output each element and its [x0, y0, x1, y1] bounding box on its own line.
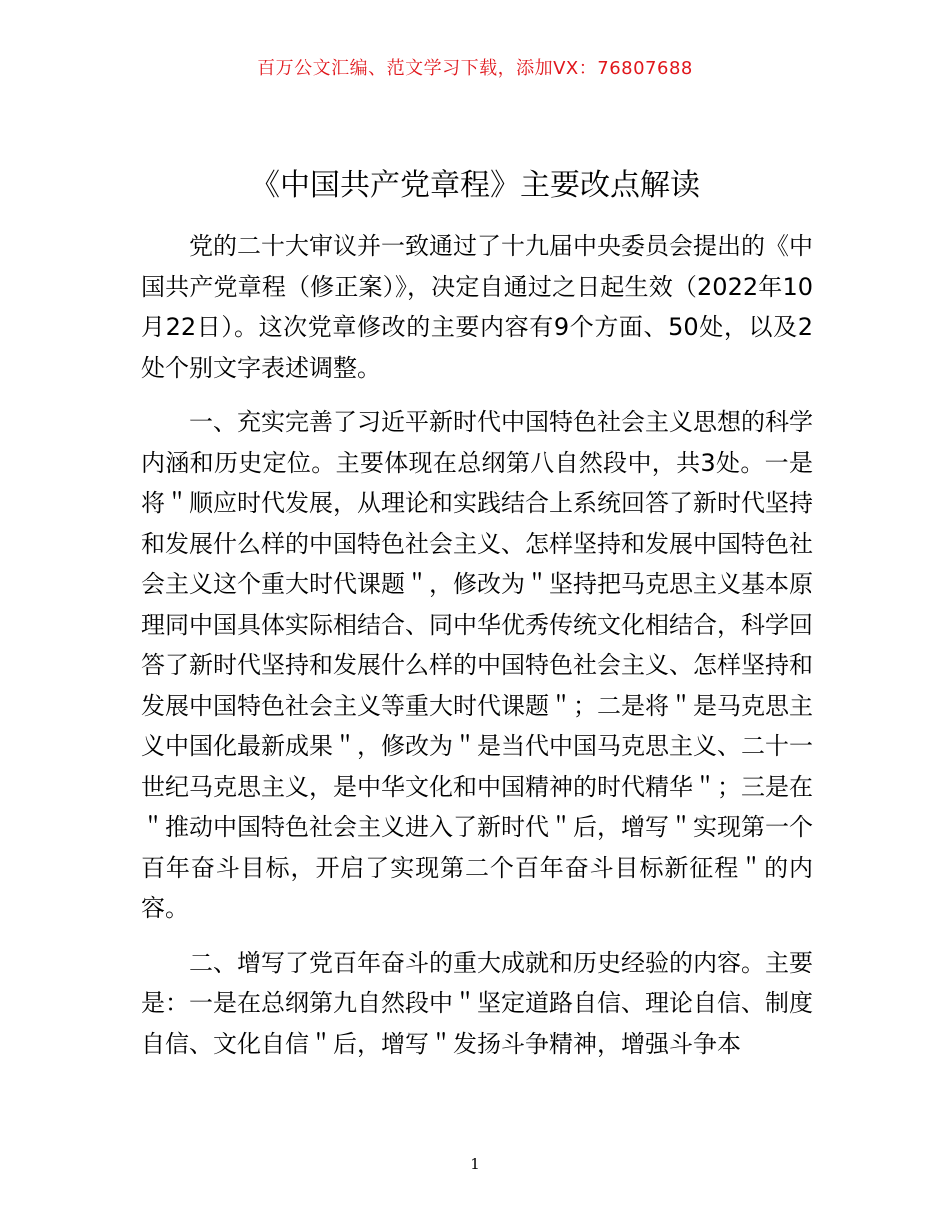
- document-body: [141, 226, 813, 1078]
- paragraph-intro: 党的二十大审议并一致通过了十九届中央委员会提出的《中国共产党章程（修正案）》，决定自通过之日起生效（2022年10月22日）。这次党章修改的主要内容有9个方面、50处，以及2处个别文字表述调整。: [141, 232, 813, 382]
- paragraph-section-1: 一、充实完善了习近平新时代中国特色社会主义思想的科学内涵和历史定位。主要体现在总纲第八自然段中，共3处。一是将＂顺应时代发展，从理论和实践结合上系统回答了新时代坚持和发展什么样的中国特色社会主义、怎样坚持和发展中国特色社会主义这个重大时代课题＂，修改为＂坚持把马克思主义基本原理同中国具体实际相结合、同中华优秀传统文化相结合，科学回答了新时代坚持和发展什么样的中国特色社会主义、怎样坚持和发展中国特色社会主义等重大时代课题＂；二是将＂是马克思主义中国化最新成果＂，修改为＂是当代中国马克思主义、二十一世纪马克思主义，是中华文化和中国精神的时代精华＂；三是在＂推动中国特色社会主义进入了新时代＂后，增写＂实现第一个百年奋斗目标，开启了实现第二个百年奋斗目标新征程＂的内容。: [141, 408, 813, 922]
- header-banner: 百万公文汇编、范文学习下载，添加VX：76807688: [257, 58, 693, 79]
- page-number: 1: [470, 1155, 480, 1173]
- paragraph-section-2: 二、增写了党百年奋斗的重大成就和历史经验的内容。主要是：一是在总纲第九自然段中＂坚定道路自信、理论自信、制度自信、文化自信＂后，增写＂发扬斗争精神，增强斗争本: [141, 948, 813, 1058]
- document-title: 《中国共产党章程》主要改点解读: [250, 168, 700, 203]
